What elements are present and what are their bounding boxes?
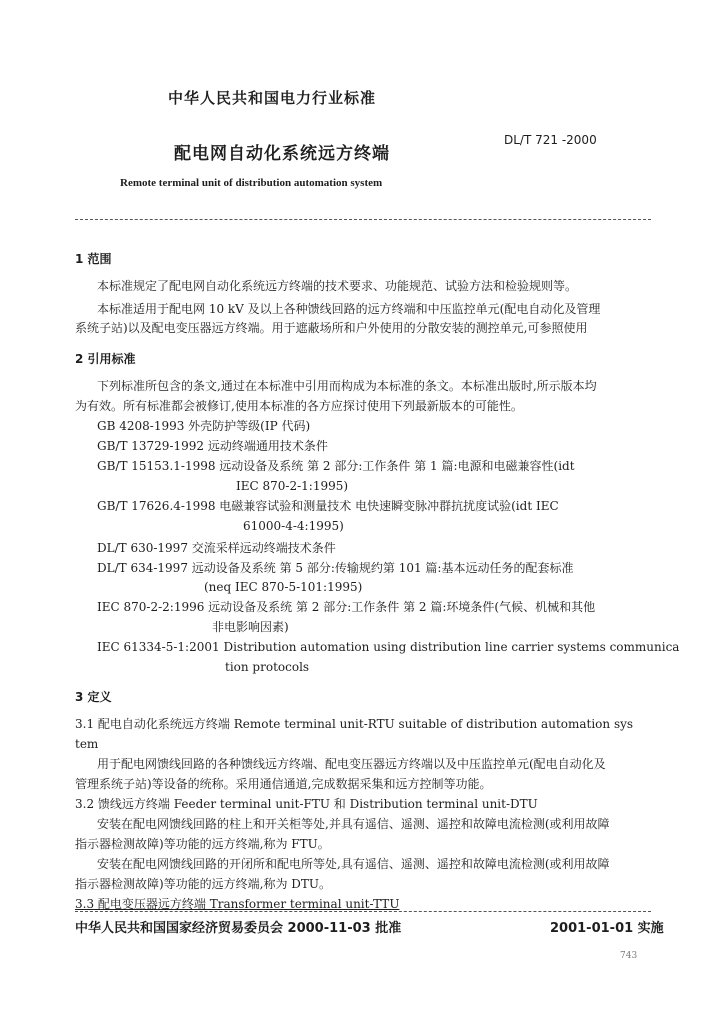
header-divider: [75, 219, 651, 220]
document-number: DL/T 721 -2000: [504, 133, 597, 147]
reference-item-continuation: IEC 870-2-1:1995): [236, 479, 349, 493]
section-2-heading: 2 引用标准: [75, 352, 136, 366]
section-2-intro-line-1: 下列标准所包含的条文,通过在本标准中引用而构成为本标准的条文。本标准出版时,所示版本均: [97, 379, 597, 393]
reference-item: GB 4208-1993 外壳防护等级(IP 代码): [97, 419, 311, 433]
definition-3-3-heading: 3.3 配电变压器远方终端 Transformer terminal unit-TTU: [75, 897, 400, 911]
section-1-para-1: 本标准规定了配电网自动化系统远方终端的技术要求、功能规范、试验方法和检验规则等。: [97, 279, 578, 293]
section-1-para-2-line-1: 本标准适用于配电网 10 kV 及以上各种馈线回路的远方终端和中压监控单元(配电自动化及管理: [97, 302, 601, 316]
section-2-intro-line-2: 为有效。所有标准都会被修订,使用本标准的各方应探讨使用下列最新版本的可能性。: [75, 399, 523, 413]
section-1-para-2-line-2: 系统子站)以及配电变压器远方终端。用于遮蔽场所和户外使用的分散安装的测控单元,可参照使用: [75, 321, 588, 335]
section-1-heading: 1 范围: [75, 252, 112, 266]
definition-3-2-para-2-line-1: 安装在配电网馈线回路的开闭所和配电所等处,具有遥信、遥测、遥控和故障电流检测(或利用故障: [97, 857, 610, 871]
definition-3-2-para-2-line-2: 指示器检测故障)等功能的远方终端,称为 DTU。: [75, 877, 332, 891]
document-title-cn: 配电网自动化系统远方终端: [174, 144, 390, 164]
reference-item: GB/T 17626.4-1998 电磁兼容试验和测量技术 电快速瞬变脉冲群抗扰度试验(idt IEC: [97, 499, 559, 513]
section-3-heading: 3 定义: [75, 690, 112, 704]
approval-line: 中华人民共和国国家经济贸易委员会 2000-11-03 批准: [75, 921, 402, 936]
reference-item-continuation: 非电影响因素): [212, 620, 289, 634]
definition-3-1-heading-continuation: tem: [75, 737, 99, 751]
document-title-en: Remote terminal unit of distribution automation system: [120, 177, 383, 189]
definition-3-1-para-line-1: 用于配电网馈线回路的各种馈线远方终端、配电变压器远方终端以及中压监控单元(配电自动化及: [97, 757, 606, 771]
issuing-authority: 中华人民共和国电力行业标准: [168, 89, 377, 107]
definition-3-2-para-1-line-1: 安装在配电网馈线回路的柱上和开关柜等处,并具有遥信、遥测、遥控和故障电流检测(或利用故障: [97, 817, 610, 831]
definition-3-2-para-1-line-2: 指示器检测故障)等功能的远方终端,称为 FTU。: [75, 837, 330, 851]
implementation-date: 2001-01-01 实施: [550, 921, 664, 936]
reference-item: IEC 61334-5-1:2001 Distribution automation using distribution line carrier systems communica: [97, 640, 680, 654]
definition-3-2-heading: 3.2 馈线远方终端 Feeder terminal unit-FTU 和 Distribution terminal unit-DTU: [75, 797, 538, 811]
reference-item-continuation: tion protocols: [225, 660, 310, 674]
footer-divider: [75, 911, 651, 912]
reference-item: GB/T 13729-1992 远动终端通用技术条件: [97, 439, 328, 453]
reference-item-continuation: (neq IEC 870-5-101:1995): [204, 580, 363, 594]
page-number: 743: [620, 951, 638, 961]
definition-3-1-heading: 3.1 配电自动化系统远方终端 Remote terminal unit-RTU suitable of distribution automation sys: [75, 717, 634, 731]
reference-item-continuation: 61000-4-4:1995): [243, 519, 344, 533]
reference-item: DL/T 634-1997 远动设备及系统 第 5 部分:传输规约第 101 篇:基本远动任务的配套标准: [97, 561, 574, 575]
reference-item: IEC 870-2-2:1996 远动设备及系统 第 2 部分:工作条件 第 2 篇:环境条件(气候、机械和其他: [97, 600, 596, 614]
reference-item: GB/T 15153.1-1998 远动设备及系统 第 2 部分:工作条件 第 1 篇:电源和电磁兼容性(idt: [97, 459, 575, 473]
reference-item: DL/T 630-1997 交流采样远动终端技术条件: [97, 541, 336, 555]
definition-3-1-para-line-2: 管理系统子站)等设备的统称。采用通信通道,完成数据采集和远方控制等功能。: [75, 777, 492, 791]
